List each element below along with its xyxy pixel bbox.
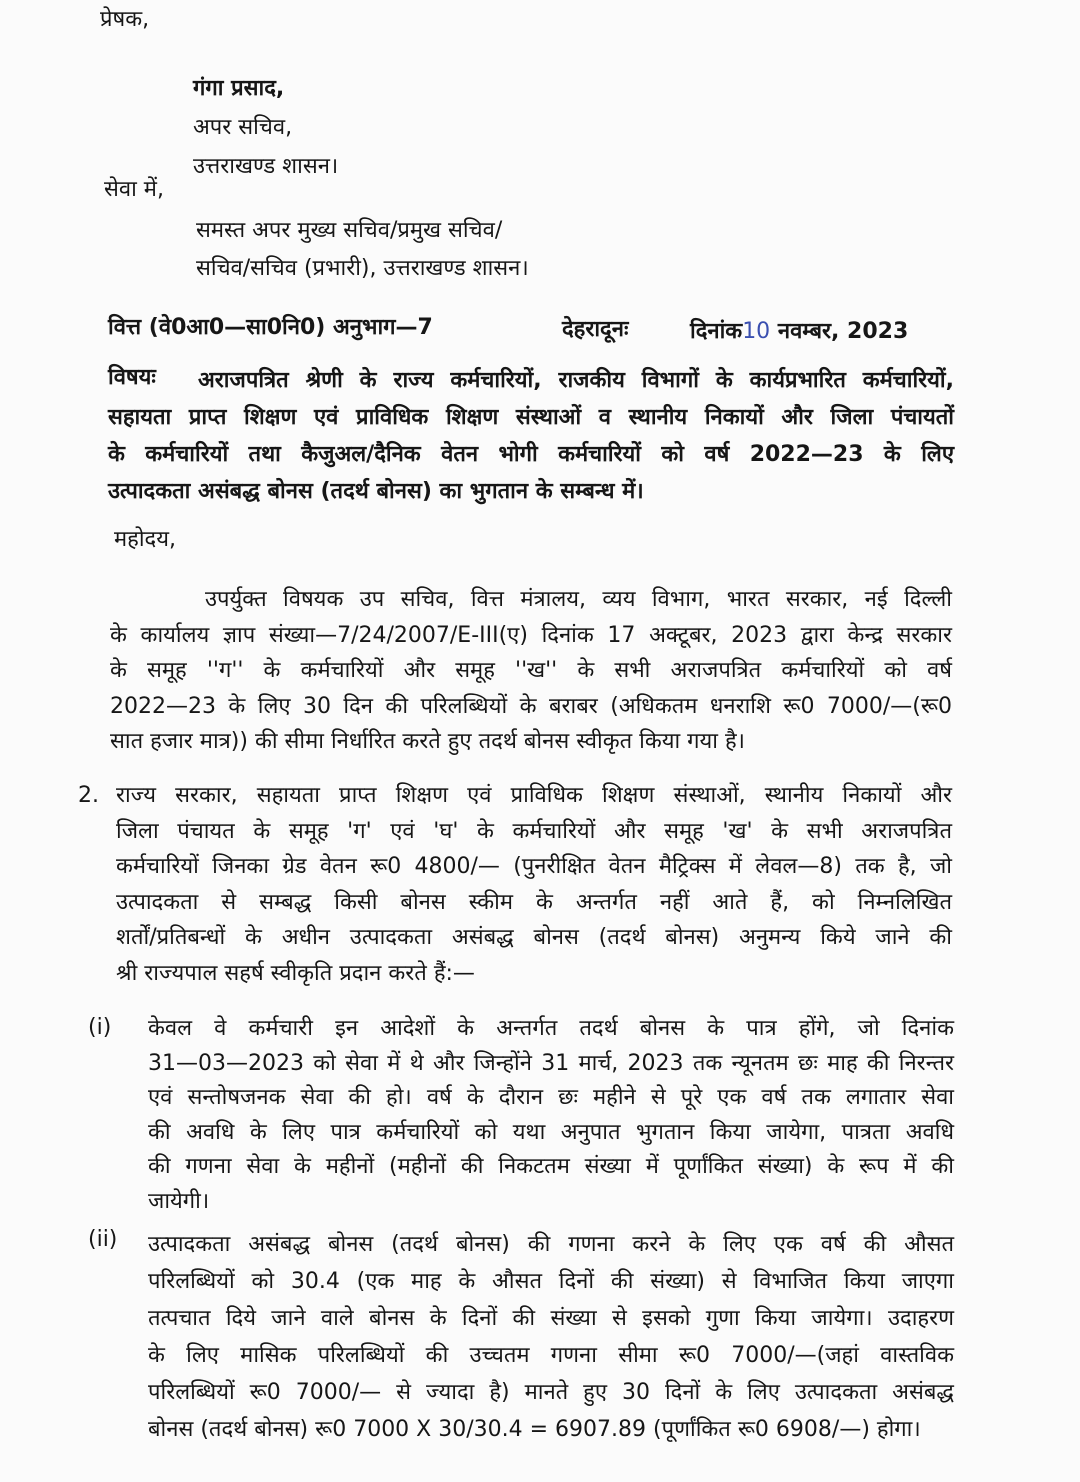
recipient-block: [196, 215, 529, 285]
recipient-line-1: समस्त अपर मुख्य सचिव/प्रमुख सचिव/: [196, 218, 503, 243]
subject-line-2: सहायता प्राप्त शिक्षण एवं प्राविधिक शिक्षण संस्थाओं व स्थानीय निकायों और जिला पंचायतों: [108, 405, 954, 430]
para2-line-5: शर्तों/प्रतिबन्धों के अधीन उत्पादकता असंबद्ध बोनस (तदर्थ बोनस) अनुमन्य किये जाने की: [116, 925, 952, 950]
item2-line-2: परिलब्धियों को 30.4 (एक माह के औसत दिनों की संख्या) से विभाजित किया जाएगा: [148, 1269, 954, 1294]
item1-line-6: जायेगी।: [148, 1188, 210, 1214]
subject-line-3: के कर्मचारियों तथा कैजुअल/दैनिक वेतन भोगी कर्मचारियों को वर्ष 2022—23 के लिए: [108, 442, 954, 467]
item1-line-1: केवल वे कर्मचारी इन आदेशों के अन्तर्गत तदर्थ बोनस के पात्र होंगे, जो दिनांक: [148, 1016, 954, 1041]
para1-line-5: सात हजार मात्र)) की सीमा निर्धारित करते हुए तदर्थ बोनस स्वीकृत किया गया है।: [110, 729, 746, 754]
item2-line-3: तत्पचात दिये जाने वाले बोनस के दिनों की संख्या से इसको गुणा किया जायेगा। उदाहरण: [148, 1306, 954, 1331]
date-rest: नवम्बर, 2023: [777, 319, 909, 344]
subject-line-1: अराजपत्रित श्रेणी के राज्य कर्मचारियों, राजकीय विभागों के कार्यप्रभारित कर्मचारियों,: [198, 368, 954, 393]
date: [690, 316, 908, 348]
item1-line-5: की गणना सेवा के महीनों (महीनों की निकटतम संख्या में पूर्णांकित संख्या) के रूप में की: [148, 1154, 954, 1179]
item1-line-4: की अवधि के लिए पात्र कर्मचारियों को यथा अनुपात भुगतान किया जायेगा, पात्रता अवधि: [148, 1119, 954, 1145]
place: देहरादूनः: [562, 317, 629, 342]
subject-label: विषयः: [108, 365, 156, 390]
item2-line-1: उत्पादकता असंबद्ध बोनस (तदर्थ बोनस) की गणना करने के लिए एक वर्ष की औसत: [148, 1232, 954, 1257]
item-2: [148, 1226, 954, 1448]
sender-label: प्रेषक,: [100, 7, 150, 32]
item-1: [148, 1012, 954, 1219]
subject-block: [108, 362, 954, 510]
recipient-label: सेवा में,: [104, 177, 164, 202]
item1-number: (i): [88, 1015, 112, 1040]
para2-line-4: उत्पादकता से सम्बद्ध किसी बोनस स्कीम के अन्तर्गत नहीं आते हैं, को निम्नलिखित: [116, 889, 952, 915]
item2-line-5: परिलब्धियों रू0 7000/— से ज्यादा है) मानते हुए 30 दिनों के लिए उत्पादकता असंबद्ध: [148, 1380, 954, 1405]
date-prefix: दिनांक: [690, 319, 743, 344]
paragraph-2: [116, 778, 952, 991]
date-day: 10: [742, 319, 771, 344]
sender-name: गंगा प्रसाद,: [193, 76, 285, 101]
subject-line-4: उत्पादकता असंबद्ध बोनस (तदर्थ बोनस) का भुगतान के सम्बन्ध में।: [108, 479, 644, 504]
sender-office: उत्तराखण्ड शासन।: [193, 153, 339, 179]
para1-line-3: के समूह ''ग'' के कर्मचारियों और समूह ''ख'' के सभी अराजपत्रित कर्मचारियों को वर्ष: [110, 658, 952, 683]
sender-block: [193, 73, 338, 183]
recipient-line-2: सचिव/सचिव (प्रभारी), उत्तराखण्ड शासन।: [196, 255, 529, 281]
salutation: महोदय,: [114, 527, 176, 552]
department-ref: वित्त (वे0आ0—सा0नि0) अनुभाग—7: [108, 315, 433, 340]
para2-line-6: श्री राज्यपाल सहर्ष स्वीकृति प्रदान करते हैं:—: [116, 960, 475, 986]
sender-designation: अपर सचिव,: [193, 114, 293, 140]
item2-line-6: बोनस (तदर्थ बोनस) रू0 7000 X 30/30.4 = 6907.89 (पूर्णांकित रू0 6908/—) होगा।: [148, 1417, 921, 1442]
para2-line-1: राज्य सरकार, सहायता प्राप्त शिक्षण एवं प्राविधिक शिक्षण संस्थाओं, स्थानीय निकायों और: [116, 783, 952, 808]
item2-number: (ii): [88, 1227, 118, 1252]
para1-line-4: 2022—23 के लिए 30 दिन की परिलब्धियों के बराबर (अधिकतम धनराशि रू0 7000/—(रू0: [110, 693, 952, 719]
para2-line-3: कर्मचारियों जिनका ग्रेड वेतन रू0 4800/— (पुनरीक्षित वेतन मैट्रिक्स में लेवल—8) तक है, जो: [116, 854, 952, 879]
item1-line-2: 31—03—2023 को सेवा में थे और जिन्होंने 31 मार्च, 2023 तक न्यूनतम छः माह की निरन्तर: [148, 1050, 954, 1076]
para2-line-2: जिला पंचायत के समूह 'ग' एवं 'घ' के कर्मचारियों और समूह 'ख' के सभी अराजपत्रित: [116, 818, 952, 844]
para2-number: 2.: [78, 783, 99, 808]
item1-line-3: एवं सन्तोषजनक सेवा की हो। वर्ष के दौरान छः महीने से पूरे एक वर्ष तक लगातार सेवा: [148, 1085, 954, 1110]
para1-line-1: उपर्युक्त विषयक उप सचिव, वित्त मंत्रालय, व्यय विभाग, भारत सरकार, नई दिल्ली: [205, 587, 952, 612]
paragraph-1: [110, 582, 952, 760]
para1-line-2: के कार्यालय ज्ञाप संख्या—7/24/2007/E-III(ए) दिनांक 17 अक्टूबर, 2023 द्वारा केन्द्र सरकार: [110, 622, 952, 648]
item2-line-4: के लिए मासिक परिलब्धियों की उच्चतम गणना सीमा रू0 7000/—(जहां वास्तविक: [148, 1343, 954, 1368]
